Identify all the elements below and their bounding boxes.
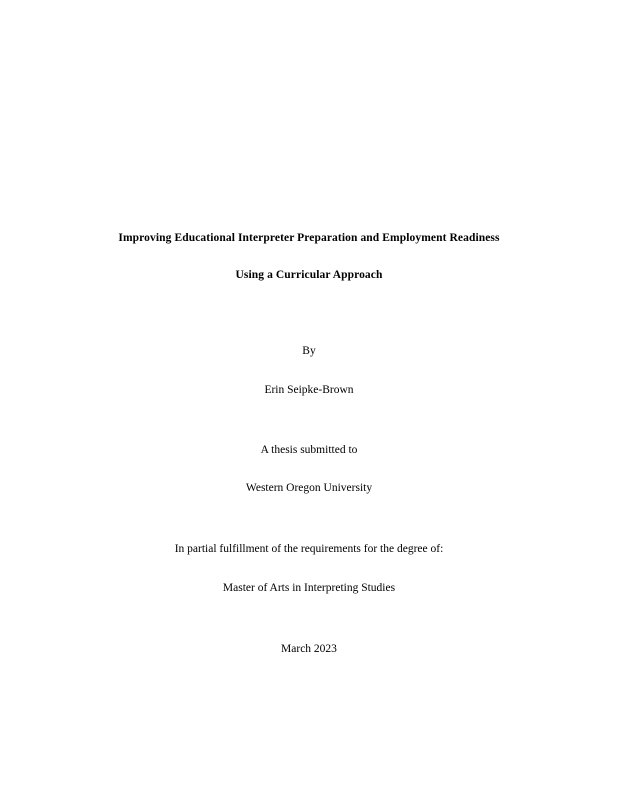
title-line-2: Using a Curricular Approach xyxy=(235,269,383,282)
publication-date: March 2023 xyxy=(281,642,337,655)
institution-name: Western Oregon University xyxy=(245,482,373,495)
degree-name: Master of Arts in Interpreting Studies xyxy=(222,581,396,594)
submission-statement: A thesis submitted to xyxy=(260,443,358,456)
title-line-1: Improving Educational Interpreter Preparation and Employment Readiness xyxy=(118,232,500,244)
thesis-title xyxy=(88,232,530,282)
by-label: By xyxy=(302,345,316,358)
author-name: Erin Seipke-Brown xyxy=(264,383,354,396)
fulfillment-statement: In partial fulfillment of the requirements for the degree of: xyxy=(174,543,444,556)
